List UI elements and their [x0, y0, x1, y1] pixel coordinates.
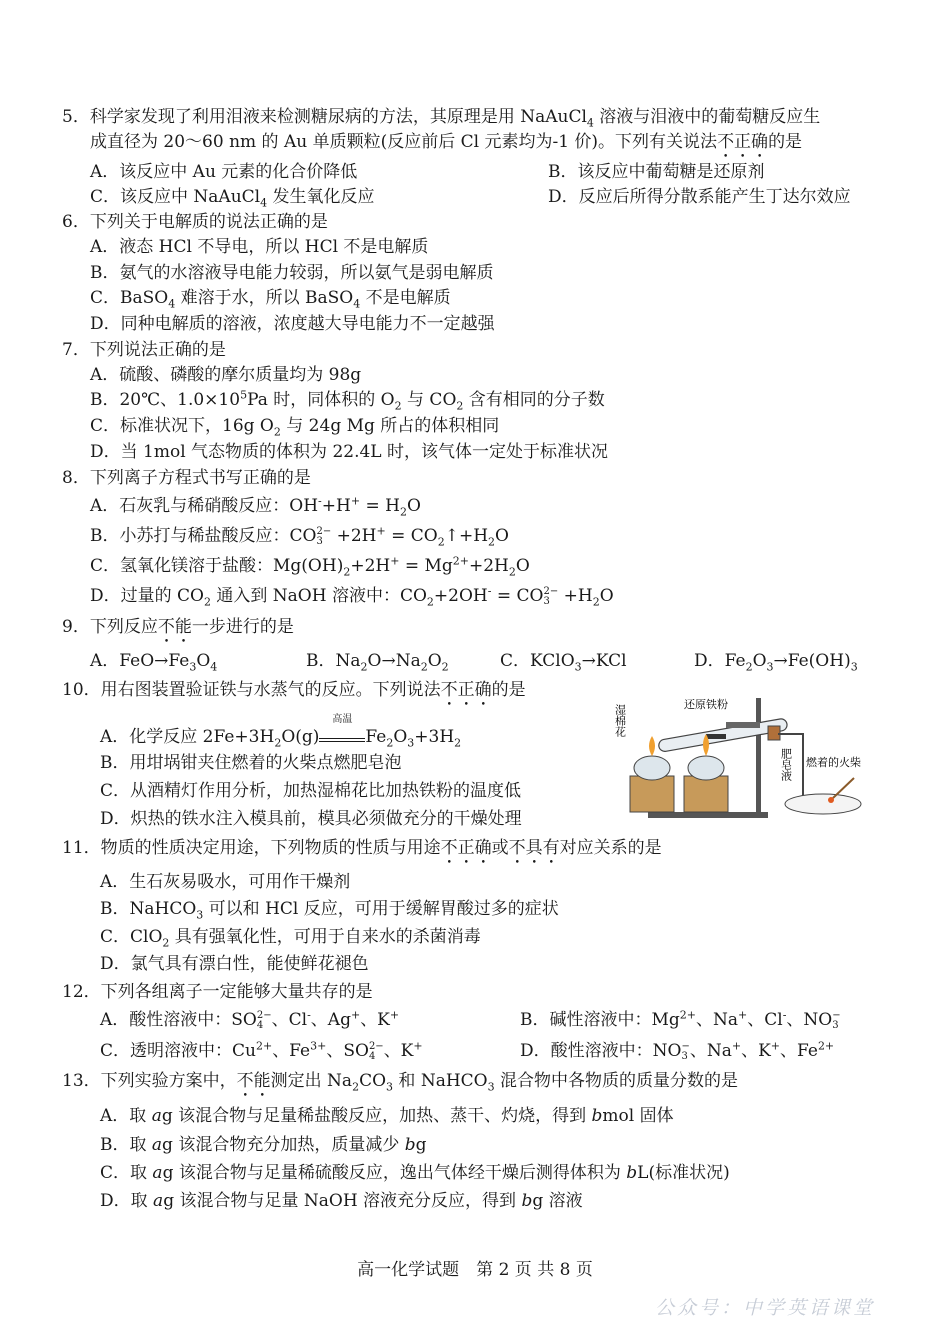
- lamp-base-left: [630, 776, 674, 812]
- q6-option-d: D．同种电解质的溶液，浓度越大导电能力不一定越强: [90, 314, 495, 334]
- stand-base: [648, 812, 768, 818]
- q8-option-a: A．石灰乳与稀硝酸反应：$OH^-+H^+ = H_2O$: [90, 494, 421, 519]
- q6-option-b: B．氨气的水溶液导电能力较弱，所以氨气是弱电解质: [90, 263, 494, 283]
- q12-option-c: C．透明溶液中：$Cu^{2+}$、$Fe^{3+}$、SO 2− 4 、K+: [100, 1039, 423, 1062]
- q5-option-d: D．反应后所得分散系能产生丁达尔效应: [548, 187, 851, 207]
- q7-option-b: B．20℃、$1.0\times 10^5Pa$ 时，同体积的 $O_2$ 与 $CO_2$ 含有相同的分子数: [90, 388, 605, 413]
- reaction-condition: 高温: [319, 727, 365, 742]
- q9-stem: 9．下列反应不能一步进行的是: [62, 617, 294, 637]
- q13-option-a: A．取 ag 该混合物与足量稀盐酸反应，加热、蒸干、灼烧，得到 bmol 固体: [100, 1106, 674, 1126]
- q11-option-b: B．NaHCO$_3$ 可以和 HCl 反应，可用于缓解胃酸过多的症状: [100, 899, 559, 922]
- q12-option-d: D．酸性溶液中：NO − 3 、Na+、K+、$Fe^{2+}$: [520, 1039, 835, 1062]
- clamp: [726, 722, 760, 728]
- label-burning-match: 燃着的火柴: [806, 756, 861, 769]
- q9-option-c: C．KClO$_3$→KCl: [500, 651, 627, 674]
- label-soap-solution: 肥皂液: [779, 748, 793, 781]
- q7-option-c: C．标准状况下，16g $O_2$ 与 24g Mg 所占的体积相同: [90, 416, 500, 439]
- label-wet-cotton: 湿棉花: [613, 704, 627, 737]
- q11-option-c: C．ClO$_2$ 具有强氧化性，可用于自来水的杀菌消毒: [100, 927, 481, 950]
- q10-option-c: C．从酒精灯作用分析，加热湿棉花比加热铁粉的温度低: [100, 781, 522, 801]
- q9-option-b: B．$Na_2O\to Na_2O_2$: [306, 651, 449, 674]
- q8-option-c: C．氢氧化镁溶于盐酸：$Mg(OH)_2+2H^+ = Mg^{2+}+2H_2O$: [90, 554, 530, 579]
- q5-option-a: A．该反应中 Au 元素的化合价降低: [90, 162, 358, 182]
- q7-option-d: D．当 1mol 气态物质的体积为 22.4L 时，该气体一定处于标准状况: [90, 442, 608, 462]
- match: [833, 778, 854, 798]
- q11-stem: 11．物质的性质决定用途，下列物质的性质与用途不正确或不具有对应关系的是: [62, 838, 662, 858]
- q7-stem: 7．下列说法正确的是: [62, 340, 226, 360]
- lamp-base-right: [684, 776, 728, 812]
- q8-option-b: B．小苏打与稀盐酸反应：CO 2− 3 $+2H^+ = CO_2↑+H_2O$: [90, 524, 509, 549]
- q11-option-a: A．生石灰易吸水，可用作干燥剂: [100, 872, 351, 892]
- q10-option-a: A．化学反应 $2Fe+3H_2O(g)$ 高温 $Fe_2O_3+3H_2$: [100, 714, 462, 750]
- q10-option-d: D．炽热的铁水注入模具前，模具必须做充分的干燥处理: [100, 809, 522, 829]
- iron-steam-apparatus-figure: [613, 686, 876, 826]
- match-flame: [828, 797, 834, 803]
- q8-stem: 8．下列离子方程式书写正确的是: [62, 468, 311, 488]
- label-iron-powder: 还原铁粉: [684, 698, 728, 711]
- q5-option-b: B．该反应中葡萄糖是还原剂: [548, 162, 765, 182]
- q13-stem: 13．下列实验方案中，不能测定出 $Na_2CO_3$ 和 NaHCO$_3$ 混合物中各物质的质量分数的是: [62, 1071, 739, 1094]
- q10-option-b: B．用坩埚钳夹住燃着的火柴点燃肥皂泡: [100, 753, 402, 773]
- q10-stem: 10．用右图装置验证铁与水蒸气的反应。下列说法不正确的是: [62, 680, 526, 700]
- watermark: 公众号：中学英语课堂: [655, 1297, 876, 1319]
- q5-option-c: C．该反应中 NaAuCl$_4$ 发生氧化反应: [90, 187, 375, 210]
- q12-stem: 12．下列各组离子一定能够大量共存的是: [62, 982, 373, 1002]
- q8-option-d: D．过量的 $CO_2$ 通入到 NaOH 溶液中：$CO_2+2OH^-$ = CO 2− 3 $+H_2O$: [90, 584, 614, 609]
- q13-option-b: B．取 ag 该混合物充分加热，质量减少 bg: [100, 1135, 427, 1155]
- stand-rod: [756, 698, 761, 816]
- q13-option-d: D．取 ag 该混合物与足量 NaOH 溶液充分反应，得到 bg 溶液: [100, 1191, 583, 1211]
- alcohol-lamp-left: [634, 756, 670, 780]
- page-footer: 高一化学试题 第 2 页 共 8 页: [357, 1260, 593, 1280]
- q5-stem-line2: 成直径为 20～60 nm 的 Au 单质颗粒(反应前后 Cl 元素均为-1 价)。下列有关说法不正确的是: [90, 132, 803, 152]
- q13-option-c: C．取 ag 该混合物与足量稀硫酸反应，逸出气体经干燥后测得体积为 bL(标准状况): [100, 1163, 730, 1183]
- q12-option-b: B．碱性溶液中：$Mg^{2+}$、Na+、Cl-、NO − 3: [520, 1008, 841, 1031]
- evaporating-dish: [785, 794, 861, 814]
- q5-stem-line1: 5．科学家发现了利用泪液来检测糖尿病的方法，其原理是用 NaAuCl$_4$ 溶液与泪液中的葡萄糖反应生: [62, 107, 821, 130]
- iron-powder: [706, 734, 726, 739]
- q9-option-d: D．$Fe_2O_3\to Fe(OH)_3$: [694, 651, 858, 674]
- alcohol-lamp-right: [688, 756, 724, 780]
- flame-left: [649, 736, 655, 756]
- q9-option-a: A．$FeO\to Fe_3O_4$: [90, 651, 218, 674]
- q7-option-a: A．硫酸、磷酸的摩尔质量均为 98g: [90, 365, 362, 385]
- q11-option-d: D．氯气具有漂白性，能使鲜花褪色: [100, 954, 369, 974]
- q12-option-a: A．酸性溶液中：SO 2− 4 、Cl-、Ag+、K+: [100, 1008, 400, 1031]
- q6-option-a: A．液态 HCl 不导电，所以 HCl 不是电解质: [90, 237, 429, 257]
- q6-option-c: C．BaSO$_4$ 难溶于水，所以 BaSO$_4$ 不是电解质: [90, 288, 451, 311]
- q6-stem: 6．下列关于电解质的说法正确的是: [62, 212, 328, 232]
